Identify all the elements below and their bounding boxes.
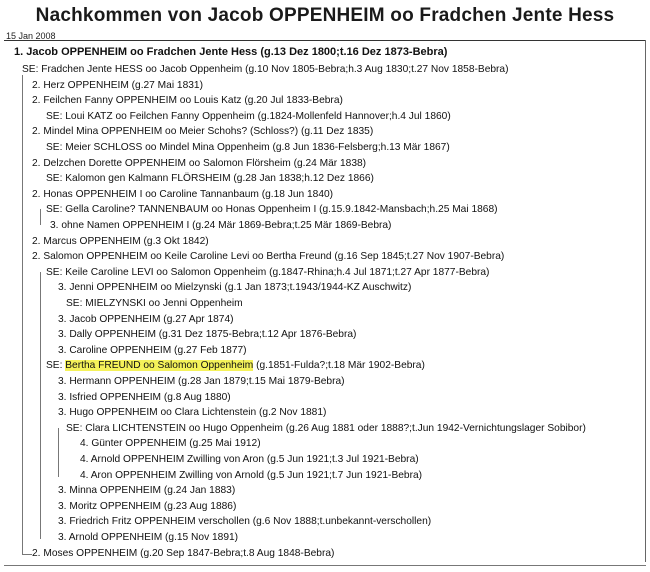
spouse-entry: SE: Keile Caroline LEVI oo Salomon Oppenheim (g.1847-Rhina;h.4 Jul 1871;t.27 Apr 1877-Bebra)	[46, 267, 490, 278]
person-entry: 3. Friedrich Fritz OPPENHEIM verschollen (g.6 Nov 1888;t.unbekannt-verschollen)	[58, 516, 432, 527]
spouse-entry: SE: Kalomon gen Kalmann FLÖRSHEIM (g.28 Jan 1838;h.12 Dez 1866)	[46, 173, 374, 184]
person-entry: 4. Günter OPPENHEIM (g.25 Mai 1912)	[80, 438, 261, 449]
tree-connector	[22, 75, 23, 554]
person-entry: 2. Feilchen Fanny OPPENHEIM oo Louis Katz (g.20 Jul 1833-Bebra)	[32, 95, 343, 106]
person-entry: 3. Hermann OPPENHEIM (g.28 Jan 1879;t.15 Mai 1879-Bebra)	[58, 376, 345, 387]
person-entry: 3. Dally OPPENHEIM (g.31 Dez 1875-Bebra;t.12 Apr 1876-Bebra)	[58, 329, 357, 340]
document-title: Nachkommen von Jacob OPPENHEIM oo Fradchen Jente Hess	[35, 5, 615, 26]
person-entry: 3. Jacob OPPENHEIM (g.27 Apr 1874)	[58, 314, 234, 325]
spouse-entry: SE: MIELZYNSKI oo Jenni Oppenheim	[66, 298, 243, 309]
tree-connector	[22, 554, 32, 555]
spouse-entry: SE: Clara LICHTENSTEIN oo Hugo Oppenheim (g.26 Aug 1881 oder 1888?;t.Jun 1942-Vernichtungslager Sobibor)	[66, 423, 586, 434]
header-rule	[4, 40, 646, 41]
spouse-entry: SE: Fradchen Jente HESS oo Jacob Oppenheim (g.10 Nov 1805-Bebra;h.3 Aug 1830;t.27 Nov 1858-Bebra)	[22, 64, 509, 75]
person-entry: 2. Mindel Mina OPPENHEIM oo Meier Schohs? (Schloss?) (g.11 Dez 1835)	[32, 126, 374, 137]
spouse-prefix: SE:	[46, 360, 66, 371]
person-entry: 4. Arnold OPPENHEIM Zwilling von Aron (g.5 Jun 1921;t.3 Jul 1921-Bebra)	[80, 454, 419, 465]
person-entry: 3. Minna OPPENHEIM (g.24 Jan 1883)	[58, 485, 236, 496]
document-date: 15 Jan 2008	[6, 31, 56, 41]
person-entry: 3. Moritz OPPENHEIM (g.23 Aug 1886)	[58, 501, 237, 512]
person-entry: 2. Marcus OPPENHEIM (g.3 Okt 1842)	[32, 236, 209, 247]
spouse-entry: SE: Meier SCHLOSS oo Mindel Mina Oppenheim (g.8 Jun 1836-Felsberg;h.13 Mär 1867)	[46, 142, 450, 153]
person-entry: 3. ohne Namen OPPENHEIM I (g.24 Mär 1869-Bebra;t.25 Mär 1869-Bebra)	[50, 220, 392, 231]
person-entry: 3. Jenni OPPENHEIM oo Mielzynski (g.1 Jan 1873;t.1943/1944-KZ Auschwitz)	[58, 282, 412, 293]
spouse-entry: SE: Gella Caroline? TANNENBAUM oo Honas Oppenheim I (g.15.9.1842-Mansbach;h.25 Mai 1868)	[46, 204, 498, 215]
right-border	[645, 40, 646, 562]
spouse-entry: SE: Loui KATZ oo Feilchen Fanny Oppenheim (g.1824-Mollenfeld Hannover;h.4 Jul 1860)	[46, 111, 451, 122]
person-entry: 2. Delzchen Dorette OPPENHEIM oo Salomon Flörsheim (g.24 Mär 1838)	[32, 158, 367, 169]
tree-connector	[58, 428, 59, 477]
person-entry: 2. Honas OPPENHEIM I oo Caroline Tannanbaum (g.18 Jun 1840)	[32, 189, 334, 200]
spouse-entry-highlighted	[46, 359, 425, 372]
tree-connector	[40, 272, 41, 539]
person-entry-moses: 2. Moses OPPENHEIM (g.20 Sep 1847-Bebra;t.8 Aug 1848-Bebra)	[32, 548, 335, 559]
spouse-dates: (g.1851-Fulda?;t.18 Mär 1902-Bebra)	[253, 360, 425, 371]
bottom-border	[4, 565, 646, 566]
person-entry-jacob: 1. Jacob OPPENHEIM oo Fradchen Jente Hess (g.13 Dez 1800;t.16 Dez 1873-Bebra)	[14, 46, 448, 58]
person-entry: 3. Hugo OPPENHEIM oo Clara Lichtenstein (g.2 Nov 1881)	[58, 407, 327, 418]
highlighted-name: Bertha FREUND oo Salomon Oppenheim	[65, 360, 254, 371]
tree-connector	[40, 209, 41, 225]
person-entry: 4. Aron OPPENHEIM Zwilling von Arnold (g.5 Jun 1921;t.7 Jun 1921-Bebra)	[80, 470, 423, 481]
person-entry: 3. Arnold OPPENHEIM (g.15 Nov 1891)	[58, 532, 239, 543]
person-entry: 3. Isfried OPPENHEIM (g.8 Aug 1880)	[58, 392, 231, 403]
person-entry: 2. Salomon OPPENHEIM oo Keile Caroline Levi oo Bertha Freund (g.16 Sep 1845;t.27 Nov 1907-Bebra)	[32, 251, 505, 262]
person-entry: 2. Herz OPPENHEIM (g.27 Mai 1831)	[32, 80, 203, 91]
person-entry: 3. Caroline OPPENHEIM (g.27 Feb 1877)	[58, 345, 247, 356]
